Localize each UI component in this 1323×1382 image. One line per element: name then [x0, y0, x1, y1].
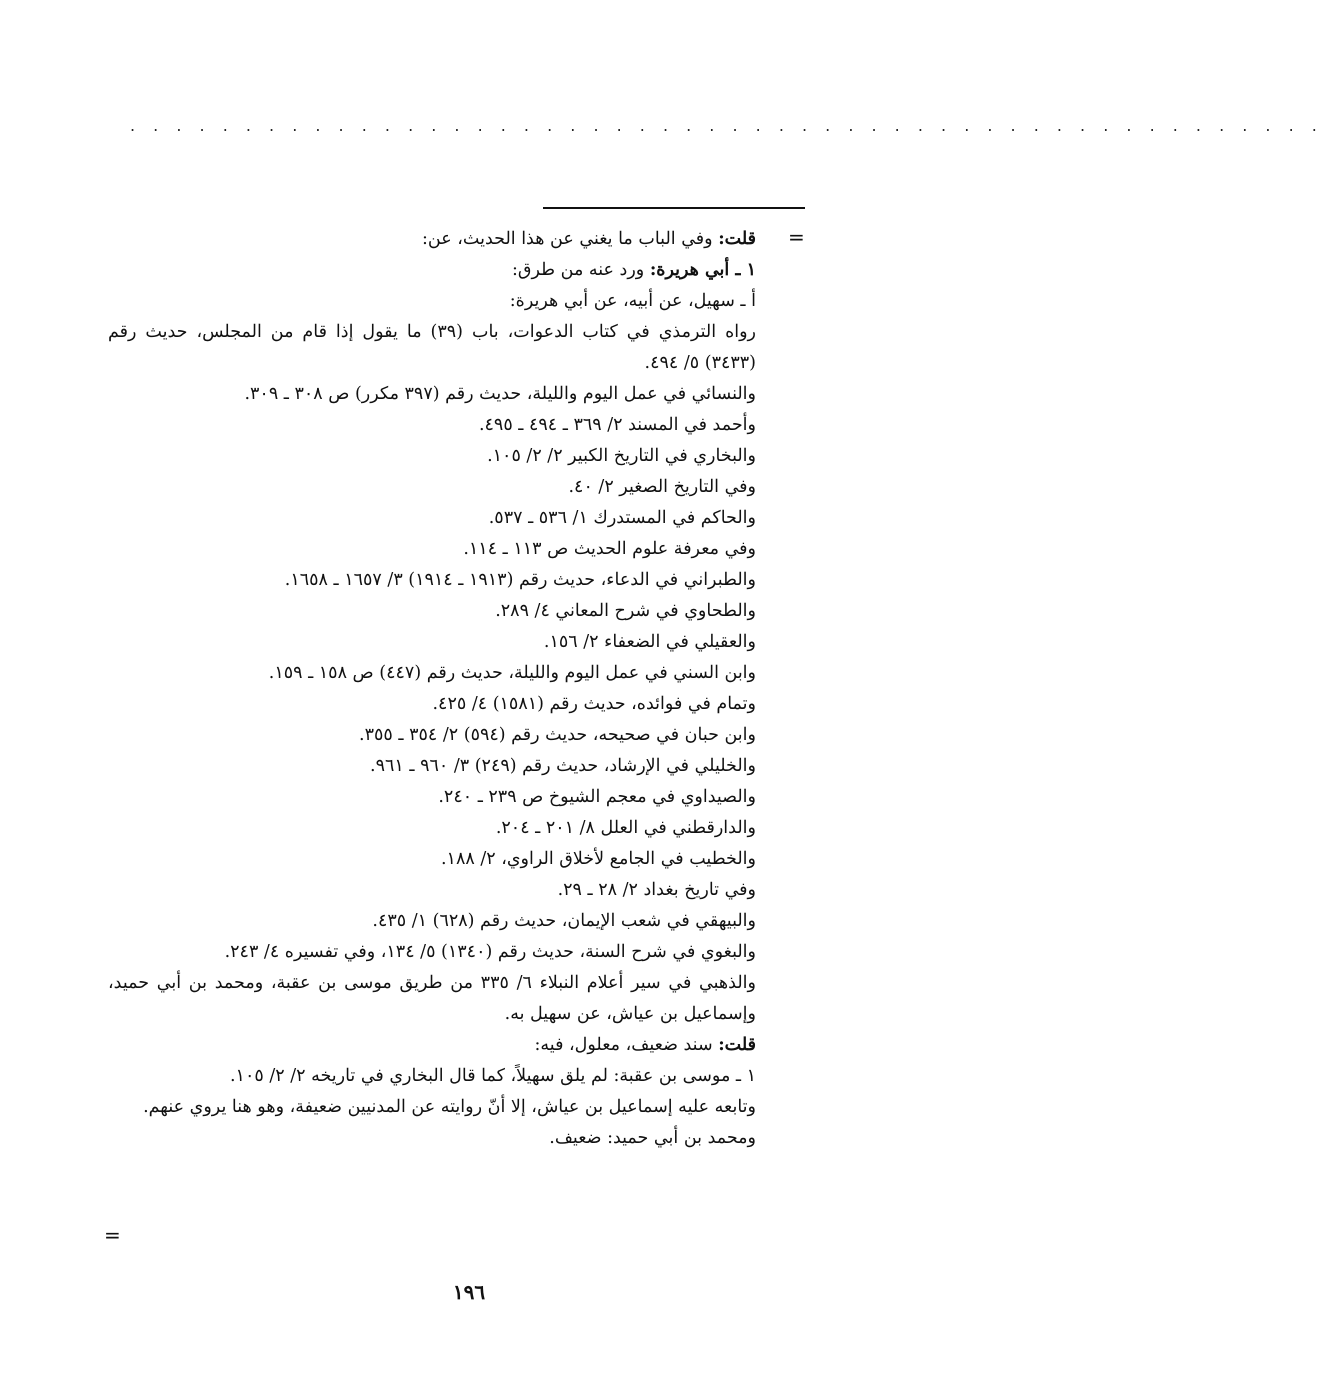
line-text: والنسائي في عمل اليوم والليلة، حديث رقم (٣٩٧ مكرر) ص ٣٠٨ ـ ٣٠٩.	[244, 384, 756, 404]
text-line	[108, 875, 756, 906]
text-line	[108, 255, 756, 286]
text-line	[108, 472, 756, 503]
line-text: والطبراني في الدعاء، حديث رقم (١٩١٣ ـ ١٩١٤) ٣/ ١٦٥٧ ـ ١٦٥٨.	[284, 570, 756, 590]
line-text: وفي الباب ما يغني عن هذا الحديث، عن:	[422, 229, 719, 249]
line-text: ومحمد بن أبي حميد: ضعيف.	[549, 1128, 756, 1148]
text-line	[108, 937, 756, 968]
text-line	[108, 503, 756, 534]
line-text: والخطيب في الجامع لأخلاق الراوي، ٢/ ١٨٨.	[440, 849, 756, 869]
text-line	[108, 410, 756, 441]
text-line	[108, 379, 756, 410]
text-line	[108, 286, 756, 317]
text-line	[108, 844, 756, 875]
line-text: وفي تاريخ بغداد ٢/ ٢٨ ـ ٢٩.	[557, 880, 756, 900]
continuation-mark-top: =	[788, 225, 805, 249]
line-text: وأحمد في المسند ٢/ ٣٦٩ ـ ٤٩٤ ـ ٤٩٥.	[478, 415, 756, 435]
text-line	[108, 906, 756, 937]
text-line	[108, 689, 756, 720]
line-text: والبخاري في التاريخ الكبير ٢/ ٢/ ١٠٥.	[487, 446, 756, 466]
text-line	[108, 658, 756, 689]
page-number: ١٩٦	[452, 1280, 486, 1304]
text-line	[108, 534, 756, 565]
line-text: والدارقطني في العلل ٨/ ٢٠١ ـ ٢٠٤.	[495, 818, 756, 838]
line-heading: قلت:	[718, 1035, 756, 1055]
line-text: والخليلي في الإرشاد، حديث رقم (٢٤٩) ٣/ ٩٦٠ ـ ٩٦١.	[370, 756, 756, 776]
line-text: وتمام في فوائده، حديث رقم (١٥٨١) ٤/ ٤٢٥.	[432, 694, 756, 714]
text-line	[108, 596, 756, 627]
text-line	[108, 782, 756, 813]
line-text: والبغوي في شرح السنة، حديث رقم (١٣٤٠) ٥/ ١٣٤، وفي تفسيره ٤/ ٢٤٣.	[224, 942, 756, 962]
line-heading: ١ ـ أبي هريرة:	[649, 260, 756, 280]
text-line	[108, 720, 756, 751]
line-text: والطحاوي في شرح المعاني ٤/ ٢٨٩.	[495, 601, 756, 621]
line-text: وفي التاريخ الصغير ٢/ ٤٠.	[568, 477, 756, 497]
text-line	[108, 1092, 756, 1123]
footnote-text	[108, 224, 756, 1154]
text-line	[108, 565, 756, 596]
line-text: سند ضعيف، معلول، فيه:	[534, 1035, 719, 1055]
line-text: والصيداوي في معجم الشيوخ ص ٢٣٩ ـ ٢٤٠.	[438, 787, 756, 807]
line-text: والذهبي في سير أعلام النبلاء ٦/ ٣٣٥ من طريق موسى بن عقبة، ومحمد بن أبي حميد، وإسماعيل بن عياش، عن سهيل به.	[108, 973, 756, 1024]
separator-dots: . . . . . . . . . . . . . . . . . . . . . . . . . . . . . . . . . . . . . . . . . . . . . . . . . . . .	[130, 116, 1323, 135]
line-text: والحاكم في المستدرك ١/ ٥٣٦ ـ ٥٣٧.	[488, 508, 756, 528]
text-line	[108, 627, 756, 658]
text-line	[108, 968, 756, 1030]
line-text: ورد عنه من طرق:	[512, 260, 650, 280]
line-text: رواه الترمذي في كتاب الدعوات، باب (٣٩) ما يقول إذا قام من المجلس، حديث رقم (٣٤٣٣) ٥/ ٤٩٤.	[108, 322, 757, 373]
continuation-mark-bottom: =	[104, 1223, 121, 1247]
text-line	[108, 1061, 756, 1092]
text-line	[108, 1030, 756, 1061]
text-line	[108, 317, 756, 379]
line-text: وابن السني في عمل اليوم والليلة، حديث رقم (٤٤٧) ص ١٥٨ ـ ١٥٩.	[268, 663, 756, 683]
line-text: ١ ـ موسى بن عقبة: لم يلق سهيلاً، كما قال البخاري في تاريخه ٢/ ٢/ ١٠٥.	[229, 1066, 756, 1086]
line-text: والعقيلي في الضعفاء ٢/ ١٥٦.	[543, 632, 756, 652]
text-line	[108, 813, 756, 844]
line-text: وابن حبان في صحيحه، حديث رقم (٥٩٤) ٢/ ٣٥٤ ـ ٣٥٥.	[359, 725, 756, 745]
line-text: والبيهقي في شعب الإيمان، حديث رقم (٦٢٨) ١/ ٤٣٥.	[372, 911, 756, 931]
line-text: وتابعه عليه إسماعيل بن عياش، إلا أنّ روايته عن المدنيين ضعيفة، وهو هنا يروي عنهم.	[143, 1097, 756, 1117]
text-line	[108, 751, 756, 782]
line-text: أ ـ سهيل، عن أبيه، عن أبي هريرة:	[509, 291, 756, 311]
footnote-rule	[543, 207, 805, 209]
text-line	[108, 441, 756, 472]
text-line	[108, 1123, 756, 1154]
line-heading: قلت:	[718, 229, 756, 249]
line-text: وفي معرفة علوم الحديث ص ١١٣ ـ ١١٤.	[463, 539, 756, 559]
text-line	[108, 224, 756, 255]
